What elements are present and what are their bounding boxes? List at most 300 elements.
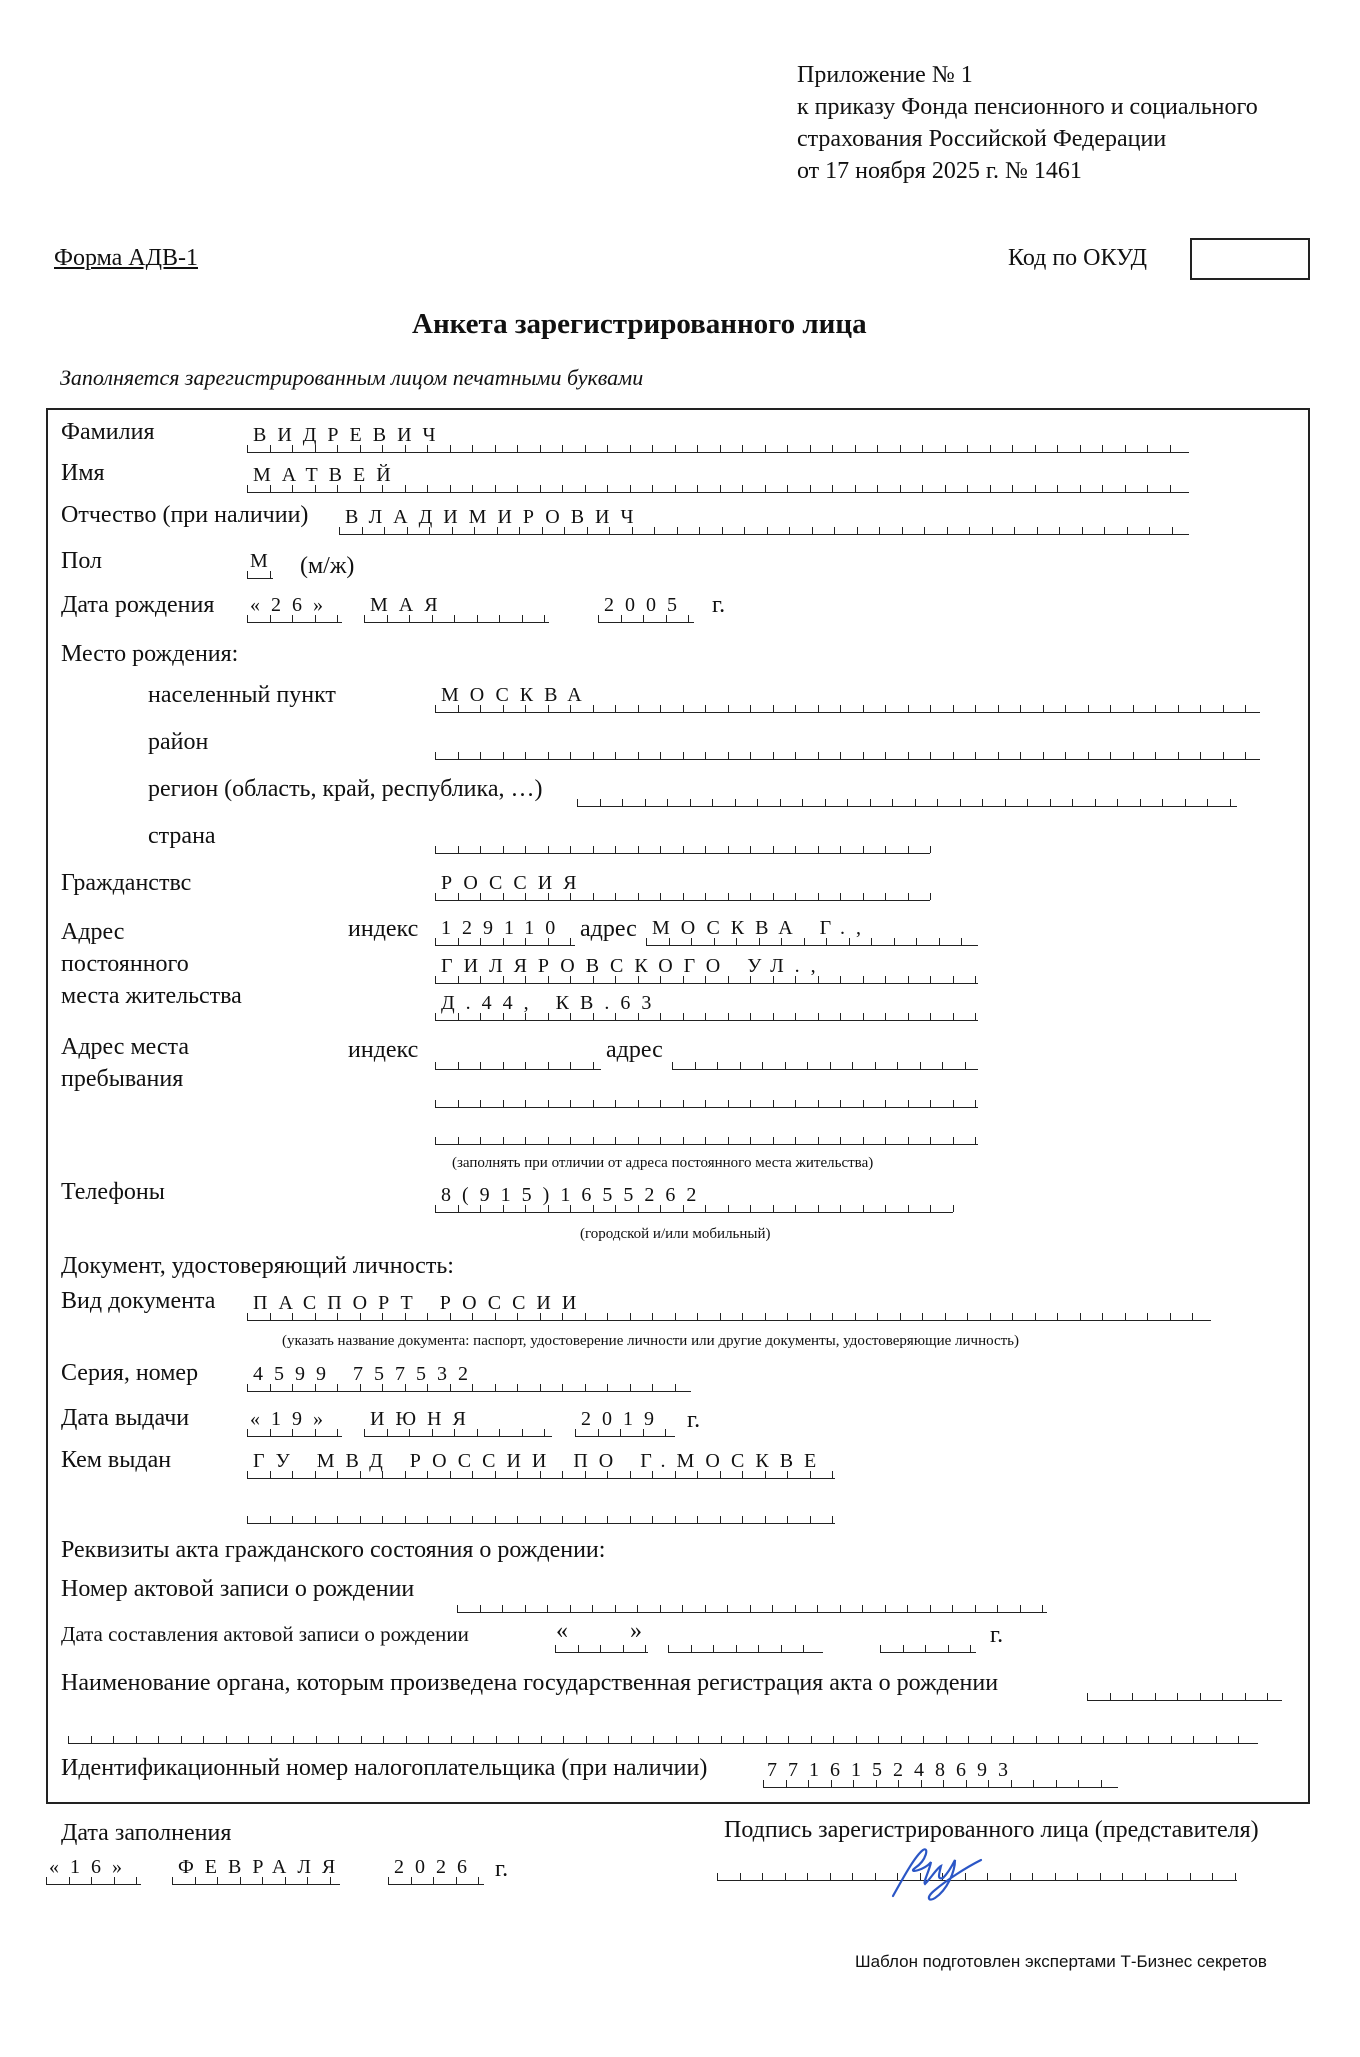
- field-tick: [292, 485, 293, 492]
- field-tick: [1065, 752, 1066, 759]
- field-tick: [660, 1137, 661, 1144]
- field-tick: [638, 846, 639, 853]
- field-tick: [847, 799, 848, 806]
- field-tick: [937, 799, 938, 806]
- field-tick: [1055, 1873, 1056, 1880]
- field-tick: [742, 1516, 743, 1523]
- field-tick: [825, 799, 826, 806]
- field-tick: [675, 1471, 676, 1478]
- field-tick: [922, 485, 923, 492]
- field-tick: [885, 1137, 886, 1144]
- birth-month-field[interactable]: [364, 594, 549, 623]
- field-tick: [705, 1013, 706, 1020]
- field-tick: [781, 938, 782, 945]
- field-tick: [458, 976, 459, 983]
- field-tick: [69, 1877, 70, 1884]
- label-name: Имя: [61, 460, 105, 486]
- field-tick: [382, 485, 383, 492]
- field-tick: [362, 527, 363, 534]
- field-tick: [495, 445, 496, 452]
- field-tick: [840, 705, 841, 712]
- field-tick: [922, 445, 923, 452]
- field-tick: [787, 1516, 788, 1523]
- field-tick: [903, 1645, 904, 1652]
- field-tick: [930, 705, 931, 712]
- field-tick: [810, 1516, 811, 1523]
- field-tick: [593, 705, 594, 712]
- district-field[interactable]: [435, 759, 1260, 760]
- field-tick: [433, 1877, 434, 1884]
- field-tick: [570, 846, 571, 853]
- field-tick: [136, 1736, 137, 1743]
- field-tick: [908, 1205, 909, 1212]
- field-tick: [795, 976, 796, 983]
- field-tick: [1145, 1873, 1146, 1880]
- field-tick: [337, 445, 338, 452]
- field-tick: [682, 1605, 683, 1612]
- stay-address-field-1[interactable]: [672, 1069, 978, 1070]
- birth-month-value: МАЯ: [370, 594, 449, 616]
- label-patronymic: Отчество (при наличии): [61, 502, 309, 528]
- locality-field[interactable]: [435, 684, 1260, 713]
- field-tick: [939, 938, 940, 945]
- field-tick: [540, 1384, 541, 1391]
- field-tick: [337, 1471, 338, 1478]
- field-tick: [920, 1062, 921, 1069]
- label-series-number: Серия, номер: [61, 1360, 199, 1386]
- field-tick: [622, 799, 623, 806]
- field-tick: [480, 1100, 481, 1107]
- label-stay-index: индекс: [348, 1037, 419, 1063]
- field-tick: [1223, 752, 1224, 759]
- field-tick: [1095, 799, 1096, 806]
- field-tick: [525, 1100, 526, 1107]
- perm-index-value: 129110: [441, 917, 567, 939]
- field-tick: [480, 976, 481, 983]
- field-tick: [892, 799, 893, 806]
- field-tick: [683, 846, 684, 853]
- field-tick: [772, 1605, 773, 1612]
- field-tick: [472, 1471, 473, 1478]
- field-tick: [808, 1780, 809, 1787]
- field-tick: [831, 1780, 832, 1787]
- field-tick: [863, 705, 864, 712]
- patronymic-field[interactable]: [339, 506, 1189, 535]
- field-tick: [705, 846, 706, 853]
- field-tick: [405, 485, 406, 492]
- field-tick: [113, 1736, 114, 1743]
- field-tick: [570, 752, 571, 759]
- field-tick: [91, 1736, 92, 1743]
- field-tick: [991, 1736, 992, 1743]
- field-tick: [728, 1013, 729, 1020]
- field-tick: [990, 485, 991, 492]
- field-tick: [652, 485, 653, 492]
- field-tick: [503, 1100, 504, 1107]
- name-field[interactable]: [247, 464, 1189, 493]
- field-tick: [683, 1100, 684, 1107]
- field-tick: [788, 1736, 789, 1743]
- label-doc-type: Вид документа: [61, 1288, 216, 1314]
- field-tick: [630, 485, 631, 492]
- fill-day-value: «16»: [49, 1856, 133, 1878]
- field-tick: [740, 1873, 741, 1880]
- perm-address-value-3: Д.44, КВ.63: [441, 992, 663, 1014]
- field-tick: [840, 1137, 841, 1144]
- label-phones: Телефоны: [61, 1179, 165, 1205]
- field-tick: [562, 1313, 563, 1320]
- field-tick: [930, 976, 931, 983]
- perm-address-field-3[interactable]: [435, 992, 978, 1021]
- field-tick: [857, 527, 858, 534]
- field-tick: [877, 1313, 878, 1320]
- act-date-quote-close: »: [630, 1618, 642, 1644]
- field-tick: [315, 1429, 316, 1436]
- field-tick: [705, 976, 706, 983]
- field-tick: [1171, 1736, 1172, 1743]
- field-tick: [46, 1877, 47, 1884]
- field-tick: [285, 1877, 286, 1884]
- field-tick: [615, 846, 616, 853]
- perm-address-value-2: ГИЛЯРОВСКОГО УЛ.,: [441, 955, 827, 977]
- issue-month-field[interactable]: [364, 1408, 552, 1437]
- stay-address-field-2[interactable]: [435, 1107, 978, 1108]
- field-tick: [697, 445, 698, 452]
- field-tick: [908, 976, 909, 983]
- issued-by-field-1[interactable]: [247, 1450, 835, 1479]
- field-tick: [652, 1516, 653, 1523]
- field-tick: [975, 705, 976, 712]
- field-tick: [593, 893, 594, 900]
- field-tick: [773, 752, 774, 759]
- field-tick: [620, 1429, 621, 1436]
- field-tick: [787, 1313, 788, 1320]
- country-field[interactable]: [435, 853, 930, 854]
- field-tick: [683, 1137, 684, 1144]
- field-tick: [585, 1313, 586, 1320]
- fill-year-field[interactable]: [388, 1856, 484, 1885]
- field-tick: [742, 445, 743, 452]
- field-tick: [480, 893, 481, 900]
- field-tick: [499, 615, 500, 622]
- act-body-field-1[interactable]: [1087, 1700, 1282, 1701]
- issued-by-field-2[interactable]: [247, 1523, 835, 1524]
- surname-field[interactable]: [247, 424, 1189, 453]
- label-district: район: [148, 729, 209, 755]
- field-tick: [435, 752, 436, 759]
- field-tick: [540, 1471, 541, 1478]
- field-tick: [908, 752, 909, 759]
- field-tick: [757, 799, 758, 806]
- field-tick: [570, 1205, 571, 1212]
- fill-month-value: ФЕВРАЛЯ: [178, 1856, 347, 1878]
- field-tick: [849, 938, 850, 945]
- perm-index-field[interactable]: [435, 917, 575, 946]
- field-tick: [292, 615, 293, 622]
- field-tick: [585, 1516, 586, 1523]
- surname-value: ВИДРЕВИЧ: [253, 424, 447, 446]
- field-tick: [902, 527, 903, 534]
- okud-box[interactable]: [1190, 238, 1310, 280]
- field-tick: [885, 846, 886, 853]
- field-tick: [451, 1736, 452, 1743]
- field-tick: [502, 1605, 503, 1612]
- field-tick: [270, 1516, 271, 1523]
- field-tick: [832, 445, 833, 452]
- field-tick: [542, 527, 543, 534]
- field-tick: [517, 485, 518, 492]
- field-tick: [540, 445, 541, 452]
- field-tick: [478, 1877, 479, 1884]
- fill-year-value: 2026: [394, 1856, 478, 1878]
- field-tick: [834, 527, 835, 534]
- field-tick: [818, 976, 819, 983]
- field-tick: [615, 705, 616, 712]
- field-tick: [818, 1205, 819, 1212]
- field-tick: [875, 1873, 876, 1880]
- field-tick: [840, 752, 841, 759]
- field-tick: [548, 1062, 549, 1069]
- field-tick: [458, 1137, 459, 1144]
- inn-field[interactable]: [763, 1759, 1118, 1788]
- field-tick: [728, 752, 729, 759]
- field-tick: [136, 1877, 137, 1884]
- sex-field[interactable]: [247, 550, 279, 579]
- field-tick: [698, 1736, 699, 1743]
- field-tick: [908, 1100, 909, 1107]
- field-tick: [562, 1471, 563, 1478]
- field-tick: [1010, 1873, 1011, 1880]
- field-tick: [728, 1205, 729, 1212]
- field-tick: [638, 1137, 639, 1144]
- field-tick: [1127, 527, 1128, 534]
- citizenship-value: РОССИЯ: [441, 872, 588, 894]
- field-tick: [1011, 1780, 1012, 1787]
- label-issued-by: Кем выдан: [61, 1447, 172, 1473]
- field-tick: [762, 1062, 763, 1069]
- field-tick: [885, 752, 886, 759]
- field-tick: [495, 1516, 496, 1523]
- field-tick: [705, 1205, 706, 1212]
- field-tick: [247, 1384, 248, 1391]
- field-tick: [875, 1062, 876, 1069]
- field-tick: [1013, 1736, 1014, 1743]
- field-tick: [1147, 485, 1148, 492]
- field-tick: [409, 1429, 410, 1436]
- field-tick: [1043, 752, 1044, 759]
- field-tick: [759, 938, 760, 945]
- field-tick: [900, 445, 901, 452]
- field-tick: [247, 615, 248, 622]
- issue-day-field[interactable]: [247, 1408, 342, 1437]
- field-tick: [818, 1013, 819, 1020]
- fill-month-field[interactable]: [172, 1856, 347, 1885]
- field-tick: [450, 1384, 451, 1391]
- act-body-field-2[interactable]: [68, 1743, 1258, 1744]
- field-tick: [807, 1873, 808, 1880]
- field-tick: [660, 976, 661, 983]
- field-tick: [541, 1736, 542, 1743]
- field-tick: [672, 1062, 673, 1069]
- field-tick: [292, 1516, 293, 1523]
- field-tick: [885, 1100, 886, 1107]
- label-perm-index: индекс: [348, 916, 419, 942]
- field-tick: [477, 615, 478, 622]
- field-tick: [585, 1471, 586, 1478]
- field-tick: [712, 799, 713, 806]
- field-tick: [458, 893, 459, 900]
- perm-address-field-1[interactable]: [646, 917, 978, 946]
- field-tick: [863, 1137, 864, 1144]
- field-tick: [1037, 527, 1038, 534]
- series-number-field[interactable]: [247, 1363, 691, 1392]
- field-tick: [247, 1429, 248, 1436]
- fill-day-field[interactable]: [46, 1856, 141, 1885]
- field-tick: [990, 1313, 991, 1320]
- field-tick: [728, 1137, 729, 1144]
- act-year-suffix: г.: [990, 1622, 1004, 1648]
- field-tick: [736, 938, 737, 945]
- field-tick: [522, 615, 523, 622]
- field-tick: [615, 893, 616, 900]
- issued-by-value-1: ГУ МВД РОССИИ ПО Г.МОСКВЕ: [253, 1450, 828, 1472]
- field-tick: [608, 1736, 609, 1743]
- field-tick: [669, 938, 670, 945]
- field-tick: [450, 445, 451, 452]
- field-tick: [480, 1205, 481, 1212]
- label-stay-address-1: Адрес места: [61, 1034, 189, 1060]
- label-act-body: Наименование органа, которым произведена государственная регистрация акта о рождении: [61, 1670, 999, 1696]
- field-tick: [607, 1471, 608, 1478]
- field-tick: [337, 1429, 338, 1436]
- field-tick: [480, 1137, 481, 1144]
- act-number-field[interactable]: [457, 1612, 1047, 1613]
- perm-address-field-2[interactable]: [435, 955, 978, 984]
- field-tick: [1125, 445, 1126, 452]
- field-tick: [916, 938, 917, 945]
- field-tick: [795, 705, 796, 712]
- act-month-field[interactable]: [668, 1652, 823, 1653]
- field-tick: [337, 485, 338, 492]
- field-tick: [840, 1100, 841, 1107]
- birth-day-field[interactable]: [247, 594, 342, 623]
- field-tick: [901, 1736, 902, 1743]
- field-tick: [1065, 705, 1066, 712]
- field-tick: [587, 527, 588, 534]
- label-act-number: Номер актовой записи о рождении: [61, 1576, 415, 1602]
- act-day-field[interactable]: [555, 1652, 648, 1653]
- field-tick: [930, 1013, 931, 1020]
- field-tick: [330, 1877, 331, 1884]
- stay-index-field[interactable]: [435, 1069, 601, 1070]
- field-tick: [1110, 1693, 1111, 1700]
- stay-address-field-3[interactable]: [435, 1144, 978, 1145]
- phone-field[interactable]: [435, 1184, 953, 1213]
- field-tick: [871, 938, 872, 945]
- field-tick: [562, 1384, 563, 1391]
- region-field[interactable]: [577, 806, 1237, 807]
- field-tick: [922, 1313, 923, 1320]
- field-tick: [961, 938, 962, 945]
- field-tick: [975, 976, 976, 983]
- label-locality: населенный пункт: [148, 682, 336, 708]
- field-tick: [765, 485, 766, 492]
- field-tick: [458, 846, 459, 853]
- field-tick: [292, 445, 293, 452]
- field-tick: [387, 1429, 388, 1436]
- birth-year-field[interactable]: [598, 594, 694, 623]
- issue-year-value: 2019: [581, 1408, 665, 1430]
- field-tick: [811, 1736, 812, 1743]
- field-tick: [1200, 705, 1201, 712]
- field-tick: [810, 1313, 811, 1320]
- field-tick: [360, 485, 361, 492]
- field-tick: [942, 1062, 943, 1069]
- field-tick: [1035, 445, 1036, 452]
- perm-address-value-1: МОСКВА Г.,: [652, 917, 872, 939]
- field-tick: [947, 527, 948, 534]
- field-tick: [810, 485, 811, 492]
- field-tick: [1133, 705, 1134, 712]
- field-tick: [1056, 1780, 1057, 1787]
- field-tick: [750, 1013, 751, 1020]
- field-tick: [525, 893, 526, 900]
- field-tick: [923, 1736, 924, 1743]
- field-tick: [1020, 705, 1021, 712]
- field-tick: [1080, 1313, 1081, 1320]
- field-tick: [615, 1205, 616, 1212]
- field-tick: [292, 1384, 293, 1391]
- field-tick: [593, 1100, 594, 1107]
- field-tick: [998, 752, 999, 759]
- field-tick: [885, 976, 886, 983]
- field-tick: [818, 752, 819, 759]
- field-tick: [830, 1873, 831, 1880]
- field-tick: [787, 1471, 788, 1478]
- field-tick: [563, 1736, 564, 1743]
- issue-year-field[interactable]: [575, 1408, 675, 1437]
- field-tick: [454, 1429, 455, 1436]
- field-tick: [458, 1205, 459, 1212]
- field-tick: [1059, 527, 1060, 534]
- field-tick: [1057, 1313, 1058, 1320]
- field-tick: [930, 1605, 931, 1612]
- field-tick: [688, 615, 689, 622]
- field-tick: [522, 1429, 523, 1436]
- field-tick: [292, 1429, 293, 1436]
- field-tick: [262, 1877, 263, 1884]
- label-sex-hint: (м/ж): [300, 553, 355, 579]
- field-tick: [592, 1605, 593, 1612]
- field-tick: [600, 1645, 601, 1652]
- citizenship-field[interactable]: [435, 872, 930, 901]
- field-tick: [1132, 1693, 1133, 1700]
- doc-type-field[interactable]: [247, 1292, 1211, 1321]
- inn-value: 771615248693: [767, 1759, 1019, 1781]
- field-tick: [826, 938, 827, 945]
- field-tick: [525, 1605, 526, 1612]
- field-tick: [1012, 485, 1013, 492]
- field-tick: [607, 445, 608, 452]
- field-tick: [789, 527, 790, 534]
- field-tick: [638, 752, 639, 759]
- act-year-field[interactable]: [880, 1652, 976, 1653]
- field-tick: [517, 1384, 518, 1391]
- field-tick: [503, 938, 504, 945]
- field-tick: [750, 1100, 751, 1107]
- field-tick: [781, 1645, 782, 1652]
- field-tick: [697, 1471, 698, 1478]
